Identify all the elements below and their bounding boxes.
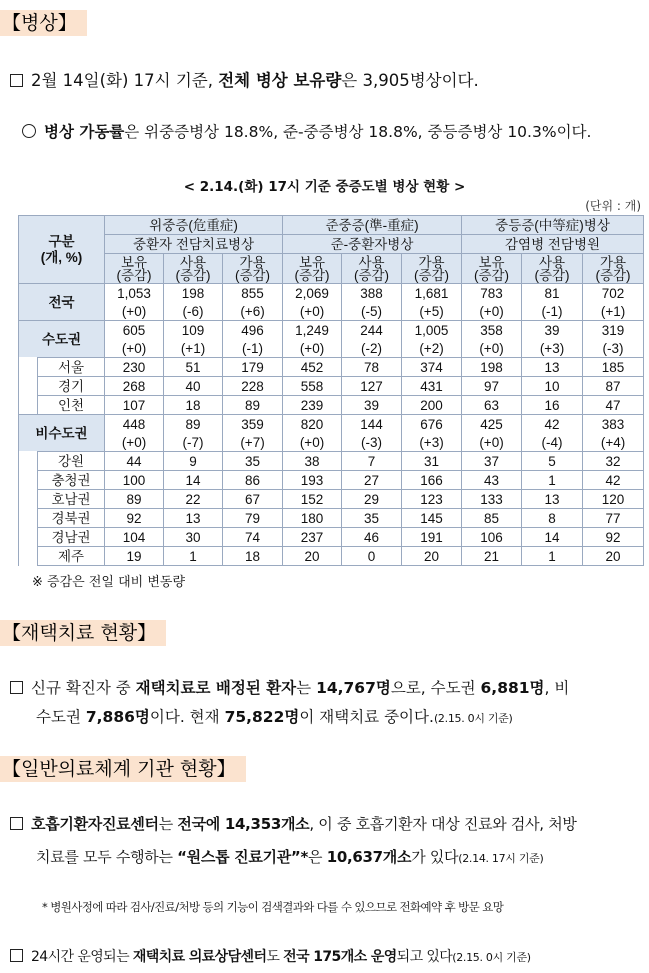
- value-cell: 19: [105, 547, 164, 566]
- value-cell: 145: [402, 509, 462, 528]
- change-cell: (+0): [283, 302, 342, 321]
- value-cell: 46: [342, 528, 402, 547]
- value-cell: 31: [402, 452, 462, 471]
- value-cell: 42: [583, 471, 644, 490]
- change-cell: (+0): [283, 339, 342, 358]
- value-cell: 198: [164, 284, 223, 303]
- general-medical-line3: 24시간 운영되는 재택치료 의료상담센터도 전국 175개소 운영되고 있다(2.15. 0시 기준): [10, 946, 531, 966]
- change-cell: (-1): [223, 339, 283, 358]
- value-cell: 100: [105, 471, 164, 490]
- row-label: 비수도권: [19, 415, 105, 452]
- value-cell: 676: [402, 415, 462, 434]
- value-cell: 92: [105, 509, 164, 528]
- change-cell: (+4): [583, 433, 644, 452]
- change-cell: (-3): [342, 433, 402, 452]
- value-cell: 1: [522, 471, 583, 490]
- value-cell: 67: [223, 490, 283, 509]
- value-cell: 27: [342, 471, 402, 490]
- change-cell: (-7): [164, 433, 223, 452]
- value-cell: 89: [164, 415, 223, 434]
- value-cell: 29: [342, 490, 402, 509]
- circle-bullet-icon: [22, 124, 36, 138]
- value-cell: 1,681: [402, 284, 462, 303]
- value-cell: 1,005: [402, 321, 462, 340]
- column-header-cell: 보유 (증감): [462, 254, 522, 284]
- home-treatment-line1: 신규 확진자 중 재택치료로 배정된 환자는 14,767명으로, 수도권 6,881명, 비: [10, 676, 569, 698]
- value-cell: 30: [164, 528, 223, 547]
- section-title-general-medical: 【일반의료체계 기관 현황】: [0, 756, 246, 782]
- checkbox-bullet-icon: [10, 949, 23, 962]
- value-cell: 0: [342, 547, 402, 566]
- value-cell: 605: [105, 321, 164, 340]
- table-row: [19, 528, 644, 547]
- value-cell: 120: [583, 490, 644, 509]
- bed-status-table: [18, 215, 644, 566]
- value-cell: 104: [105, 528, 164, 547]
- value-cell: 14: [164, 471, 223, 490]
- value-cell: 359: [223, 415, 283, 434]
- value-cell: 37: [462, 452, 522, 471]
- value-cell: 13: [522, 490, 583, 509]
- value-cell: 180: [283, 509, 342, 528]
- table-corner-header: 구분 (개, %): [19, 216, 105, 284]
- value-cell: 268: [105, 377, 164, 396]
- value-cell: 13: [164, 509, 223, 528]
- change-cell: (+6): [223, 302, 283, 321]
- value-cell: 191: [402, 528, 462, 547]
- value-cell: 152: [283, 490, 342, 509]
- change-cell: (+0): [105, 339, 164, 358]
- row-label: 경북권: [38, 509, 105, 528]
- change-cell: (+0): [462, 339, 522, 358]
- checkbox-bullet-icon: [10, 817, 23, 830]
- value-cell: 16: [522, 396, 583, 415]
- general-medical-line2: 치료를 모두 수행하는 “원스톱 진료기관”*은 10,637개소가 있다(2.14. 17시 기준): [36, 848, 544, 866]
- section-title-home-treatment: 【재택치료 현황】: [0, 620, 166, 646]
- column-header-cell: 가용 (증감): [583, 254, 644, 284]
- table-row: [19, 396, 644, 415]
- value-cell: 44: [105, 452, 164, 471]
- value-cell: 39: [522, 321, 583, 340]
- column-header-cell: 보유 (증감): [283, 254, 342, 284]
- general-medical-line1: 호흡기환자진료센터는 전국에 14,353개소, 이 중 호흡기환자 대상 진료와 검사, 처방: [10, 813, 577, 834]
- change-cell: (+0): [462, 433, 522, 452]
- value-cell: 388: [342, 284, 402, 303]
- column-header-cell: 사용 (증감): [522, 254, 583, 284]
- value-cell: 179: [223, 358, 283, 377]
- value-cell: 47: [583, 396, 644, 415]
- row-label: 호남권: [38, 490, 105, 509]
- table-row: [19, 452, 644, 471]
- value-cell: 1: [164, 547, 223, 566]
- value-cell: 1,249: [283, 321, 342, 340]
- value-cell: 35: [223, 452, 283, 471]
- table-row-change: [19, 433, 644, 452]
- group-header-critical: 위중증(危重症): [105, 216, 283, 235]
- row-label: 충청권: [38, 471, 105, 490]
- value-cell: 107: [105, 396, 164, 415]
- value-cell: 239: [283, 396, 342, 415]
- value-cell: 74: [223, 528, 283, 547]
- value-cell: 22: [164, 490, 223, 509]
- row-label: 전국: [19, 284, 105, 321]
- value-cell: 35: [342, 509, 402, 528]
- value-cell: 18: [164, 396, 223, 415]
- value-cell: 244: [342, 321, 402, 340]
- total-beds-paragraph: 2월 14일(화) 17시 기준, 전체 병상 보유량은 3,905병상이다.: [10, 67, 479, 91]
- row-label: 인천: [38, 396, 105, 415]
- table-row-change: [19, 302, 644, 321]
- table-row-change: [19, 339, 644, 358]
- column-header-cell: 가용 (증감): [223, 254, 283, 284]
- change-cell: (-4): [522, 433, 583, 452]
- checkbox-bullet-icon: [10, 74, 23, 87]
- change-cell: (+3): [402, 433, 462, 452]
- table-row: [19, 415, 644, 434]
- value-cell: 431: [402, 377, 462, 396]
- value-cell: 783: [462, 284, 522, 303]
- value-cell: 14: [522, 528, 583, 547]
- change-cell: (+7): [223, 433, 283, 452]
- table-row: [19, 471, 644, 490]
- change-cell: (+5): [402, 302, 462, 321]
- value-cell: 40: [164, 377, 223, 396]
- value-cell: 166: [402, 471, 462, 490]
- change-cell: (-2): [342, 339, 402, 358]
- value-cell: 230: [105, 358, 164, 377]
- value-cell: 77: [583, 509, 644, 528]
- value-cell: 425: [462, 415, 522, 434]
- value-cell: 237: [283, 528, 342, 547]
- table-row: [19, 377, 644, 396]
- value-cell: 358: [462, 321, 522, 340]
- row-label: 제주: [38, 547, 105, 566]
- row-label: 서울: [38, 358, 105, 377]
- change-cell: (+2): [402, 339, 462, 358]
- change-cell: (-5): [342, 302, 402, 321]
- value-cell: 123: [402, 490, 462, 509]
- unit-label: (단위 : 개): [585, 199, 641, 213]
- change-cell: (+1): [583, 302, 644, 321]
- value-cell: 374: [402, 358, 462, 377]
- value-cell: 85: [462, 509, 522, 528]
- change-cell: (-3): [583, 339, 644, 358]
- value-cell: 228: [223, 377, 283, 396]
- value-cell: 86: [223, 471, 283, 490]
- group-sub-moderate: 감염병 전담병원: [462, 235, 644, 254]
- change-cell: (+1): [164, 339, 223, 358]
- value-cell: 42: [522, 415, 583, 434]
- table-note: ※ 증감은 전일 대비 변동량: [32, 575, 186, 590]
- value-cell: 7: [342, 452, 402, 471]
- value-cell: 79: [223, 509, 283, 528]
- value-cell: 10: [522, 377, 583, 396]
- value-cell: 383: [583, 415, 644, 434]
- checkbox-bullet-icon: [10, 681, 23, 694]
- value-cell: 43: [462, 471, 522, 490]
- change-cell: (+0): [283, 433, 342, 452]
- section-title-beds: 【병상】: [0, 10, 87, 36]
- occupancy-paragraph: 병상 가동률은 위중증병상 18.8%, 준-중증병상 18.8%, 중등증병상 10.3%이다.: [22, 120, 591, 142]
- value-cell: 20: [402, 547, 462, 566]
- value-cell: 51: [164, 358, 223, 377]
- value-cell: 448: [105, 415, 164, 434]
- group-header-semi-critical: 준중증(準-重症): [283, 216, 462, 235]
- indent-cell: [19, 452, 38, 566]
- change-cell: (+0): [462, 302, 522, 321]
- value-cell: 89: [105, 490, 164, 509]
- value-cell: 106: [462, 528, 522, 547]
- indent-cell: [19, 358, 38, 415]
- value-cell: 20: [283, 547, 342, 566]
- value-cell: 2,069: [283, 284, 342, 303]
- value-cell: 63: [462, 396, 522, 415]
- column-header-cell: 사용 (증감): [164, 254, 223, 284]
- value-cell: 13: [522, 358, 583, 377]
- value-cell: 1,053: [105, 284, 164, 303]
- change-cell: (+0): [105, 302, 164, 321]
- change-cell: (-6): [164, 302, 223, 321]
- value-cell: 21: [462, 547, 522, 566]
- table-row: [19, 509, 644, 528]
- table-row: [19, 547, 644, 566]
- value-cell: 81: [522, 284, 583, 303]
- change-cell: (+0): [105, 433, 164, 452]
- column-header-cell: 가용 (증감): [402, 254, 462, 284]
- home-treatment-line2: 수도권 7,886명이다. 현재 75,822명이 재택치료 중이다.(2.15. 0시 기준): [36, 708, 513, 726]
- table-row: [19, 490, 644, 509]
- value-cell: 144: [342, 415, 402, 434]
- value-cell: 452: [283, 358, 342, 377]
- row-label: 수도권: [19, 321, 105, 358]
- value-cell: 198: [462, 358, 522, 377]
- table-row: [19, 284, 644, 303]
- value-cell: 1: [522, 547, 583, 566]
- value-cell: 78: [342, 358, 402, 377]
- table-row: [19, 321, 644, 340]
- value-cell: 8: [522, 509, 583, 528]
- value-cell: 39: [342, 396, 402, 415]
- value-cell: 18: [223, 547, 283, 566]
- value-cell: 702: [583, 284, 644, 303]
- value-cell: 38: [283, 452, 342, 471]
- change-cell: (+3): [522, 339, 583, 358]
- column-header-cell: 사용 (증감): [342, 254, 402, 284]
- value-cell: 9: [164, 452, 223, 471]
- table-row: [19, 358, 644, 377]
- value-cell: 185: [583, 358, 644, 377]
- group-sub-critical: 중환자 전담치료병상: [105, 235, 283, 254]
- value-cell: 109: [164, 321, 223, 340]
- value-cell: 32: [583, 452, 644, 471]
- value-cell: 89: [223, 396, 283, 415]
- value-cell: 92: [583, 528, 644, 547]
- value-cell: 200: [402, 396, 462, 415]
- value-cell: 5: [522, 452, 583, 471]
- change-cell: (-1): [522, 302, 583, 321]
- value-cell: 87: [583, 377, 644, 396]
- row-label: 경기: [38, 377, 105, 396]
- value-cell: 820: [283, 415, 342, 434]
- group-header-moderate: 중등증(中等症)병상: [462, 216, 644, 235]
- value-cell: 496: [223, 321, 283, 340]
- value-cell: 193: [283, 471, 342, 490]
- column-header-cell: 보유 (증감): [105, 254, 164, 284]
- row-label: 강원: [38, 452, 105, 471]
- value-cell: 127: [342, 377, 402, 396]
- value-cell: 558: [283, 377, 342, 396]
- table-caption: < 2.14.(화) 17시 기준 중증도별 병상 현황 >: [183, 179, 466, 195]
- value-cell: 855: [223, 284, 283, 303]
- group-sub-semi-critical: 준-중환자병상: [283, 235, 462, 254]
- row-label: 경남권: [38, 528, 105, 547]
- value-cell: 133: [462, 490, 522, 509]
- value-cell: 20: [583, 547, 644, 566]
- value-cell: 97: [462, 377, 522, 396]
- general-medical-footnote: * 병원사정에 따라 검사/진료/처방 등의 기능이 검색결과와 다를 수 있으므로 전화예약 후 방문 요망: [42, 900, 504, 914]
- value-cell: 319: [583, 321, 644, 340]
